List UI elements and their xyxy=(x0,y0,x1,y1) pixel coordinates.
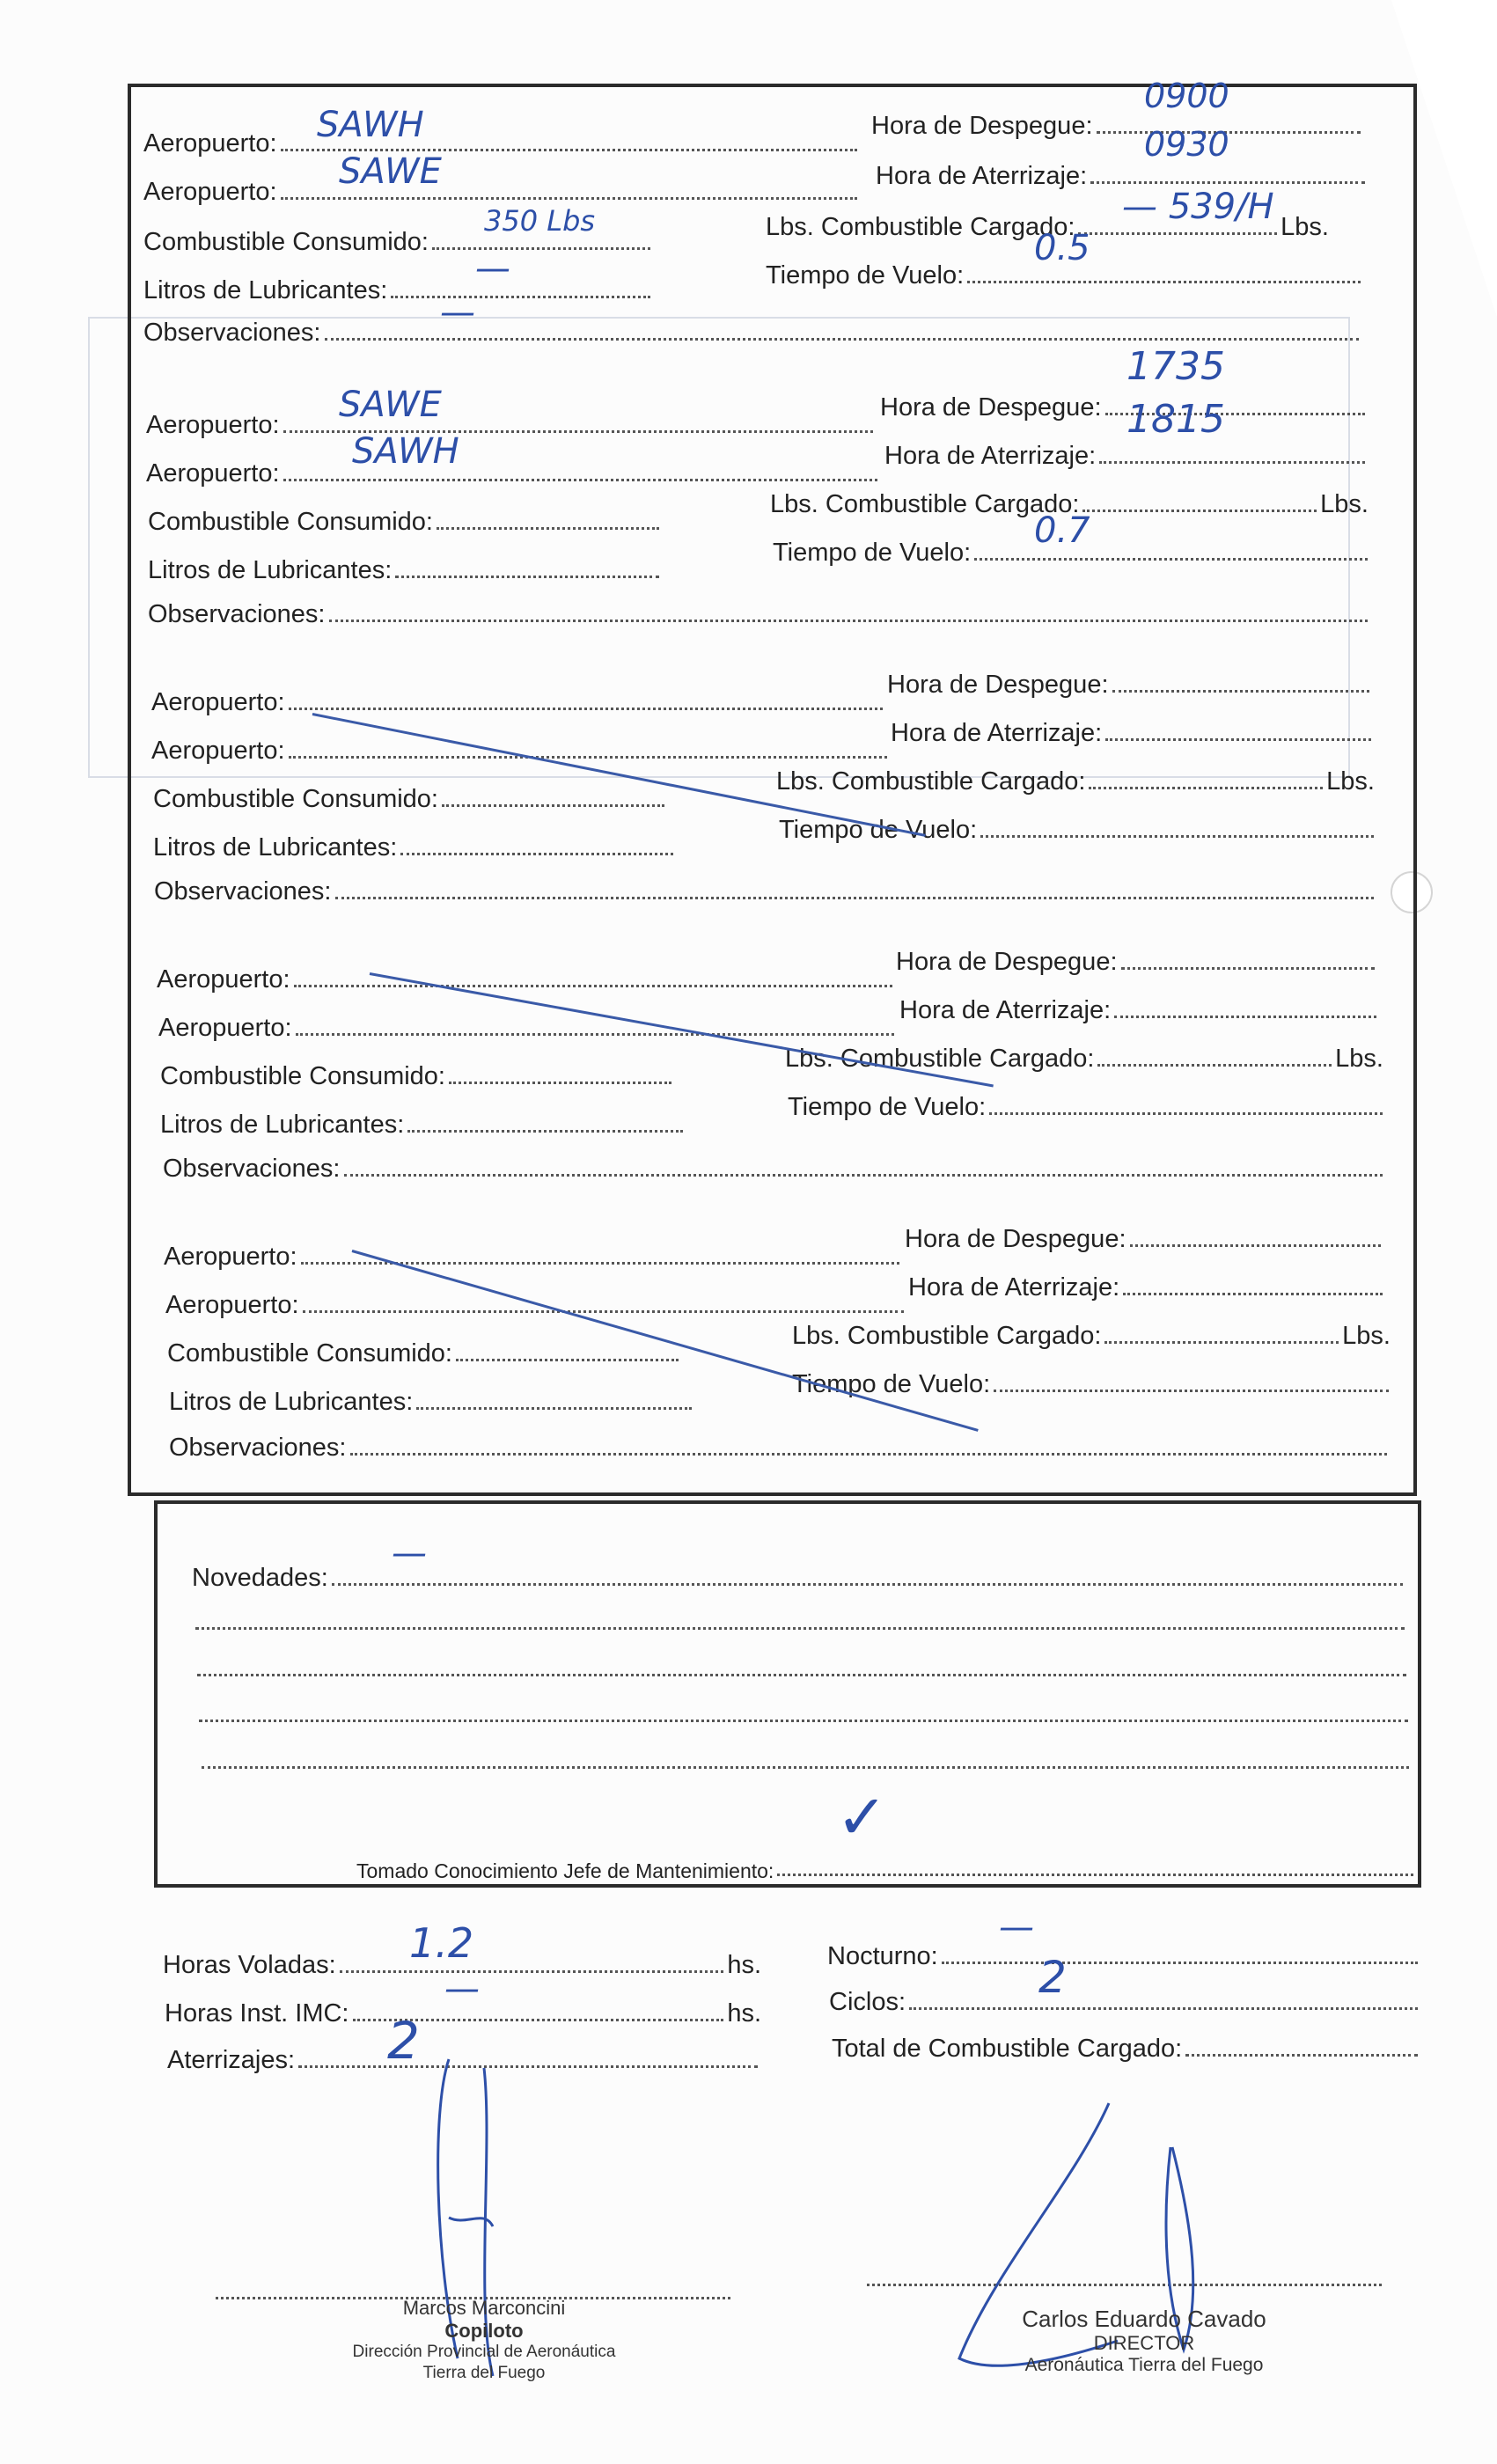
hora-aterrizaje-label: Hora de Aterrizaje: xyxy=(908,1273,1120,1302)
aeropuerto-label: Aeropuerto: xyxy=(146,459,280,488)
leg1-litros-value: — xyxy=(475,248,510,289)
ciclos-label: Ciclos: xyxy=(829,1988,906,2016)
hora-despegue-label: Hora de Despegue: xyxy=(880,393,1102,422)
horas-imc-label: Horas Inst. IMC: xyxy=(165,1999,349,2028)
leg3-aeropuerto-salida-row xyxy=(151,682,886,717)
leg4-hora-despegue-row xyxy=(896,942,1378,977)
aeropuerto-label: Aeropuerto: xyxy=(151,688,285,716)
leg5-tiempo-row xyxy=(792,1364,1392,1399)
nocturno-label: Nocturno: xyxy=(827,1942,938,1970)
tiempo-label: Tiempo de Vuelo: xyxy=(773,539,972,567)
tiempo-label: Tiempo de Vuelo: xyxy=(766,261,965,290)
lbs-cargado-label: Lbs. Combustible Cargado: xyxy=(766,213,1075,241)
leg3-litros-row xyxy=(153,827,677,862)
tomado-conocimiento-row xyxy=(356,1848,1417,1883)
leg1-lbs-cargado-value: — 539/H xyxy=(1122,187,1274,227)
leg4-lbs-cargado-row xyxy=(785,1038,1383,1074)
right-signer-role: DIRECTOR xyxy=(1093,2332,1195,2354)
lbs-unit: Lbs. xyxy=(1326,767,1375,796)
leg3-hora-aterrizaje-row xyxy=(891,713,1375,748)
leg1-tiempo-value: 0.5 xyxy=(1034,228,1090,268)
combustible-consumido-label: Combustible Consumido: xyxy=(153,785,438,813)
right-signer-name: Carlos Eduardo Cavado xyxy=(1022,2306,1266,2332)
ciclos-row xyxy=(829,1982,1421,2017)
leg3-observaciones-row xyxy=(154,871,1377,906)
lbs-cargado-label: Lbs. Combustible Cargado: xyxy=(785,1045,1095,1073)
hora-despegue-label: Hora de Despegue: xyxy=(896,948,1118,976)
hs-unit: hs. xyxy=(727,1999,761,2028)
aterrizajes-label: Aterrizajes: xyxy=(167,2046,296,2074)
leg1-combustible-value: 350 Lbs xyxy=(484,204,596,238)
leg4-litros-row xyxy=(160,1104,686,1140)
leg5-hora-despegue-row xyxy=(905,1219,1384,1254)
aeropuerto-label: Aeropuerto: xyxy=(151,737,285,765)
tiempo-label: Tiempo de Vuelo: xyxy=(779,816,978,844)
right-signer-org: Aeronáutica Tierra del Fuego xyxy=(1024,2355,1264,2375)
lbs-unit: Lbs. xyxy=(1281,213,1329,241)
observaciones-label: Observaciones: xyxy=(148,600,326,628)
combustible-consumido-label: Combustible Consumido: xyxy=(160,1062,445,1090)
leg4-aeropuerto-salida-row xyxy=(157,959,896,994)
total-combustible-row xyxy=(832,2028,1421,2064)
novedades-line-3 xyxy=(194,1648,1410,1683)
aeropuerto-label: Aeropuerto: xyxy=(157,965,290,994)
aeropuerto-label: Aeropuerto: xyxy=(143,129,277,158)
novedades-line-2 xyxy=(192,1602,1408,1637)
hora-despegue-label: Hora de Despegue: xyxy=(887,671,1109,699)
combustible-consumido-label: Combustible Consumido: xyxy=(148,508,433,536)
lbs-cargado-label: Lbs. Combustible Cargado: xyxy=(770,490,1080,518)
nocturno-value: — xyxy=(999,1907,1034,1947)
aeropuerto-label: Aeropuerto: xyxy=(158,1014,292,1042)
leg1-hora-aterrizaje-row xyxy=(876,156,1369,191)
leg1-observaciones-value: — xyxy=(440,292,475,333)
lbs-cargado-label: Lbs. Combustible Cargado: xyxy=(776,767,1086,796)
leg1-litros-row xyxy=(143,270,654,305)
litros-label: Litros de Lubricantes: xyxy=(143,276,388,304)
leg2-aeropuerto-llegada-row xyxy=(146,453,881,488)
leg5-hora-aterrizaje-row xyxy=(908,1267,1386,1302)
observaciones-label: Observaciones: xyxy=(143,319,321,347)
leg1-aeropuerto-salida-value: SAWH xyxy=(317,105,424,145)
observaciones-label: Observaciones: xyxy=(154,877,332,906)
leg5-lbs-cargado-row xyxy=(792,1316,1391,1351)
leg2-hora-despegue-value: 1735 xyxy=(1126,344,1225,389)
leg3-combustible-row xyxy=(153,779,668,814)
tomado-conocimiento-check: ✓ xyxy=(836,1781,888,1853)
hora-despegue-label: Hora de Despegue: xyxy=(905,1225,1126,1253)
leg1-observaciones-row xyxy=(143,312,1362,348)
leg3-tiempo-row xyxy=(779,810,1377,845)
leg1-aeropuerto-llegada-row xyxy=(143,172,861,207)
leg1-hora-despegue-value: 0900 xyxy=(1144,77,1229,115)
horas-imc-value: — xyxy=(444,1969,480,2009)
leg5-combustible-row xyxy=(167,1333,682,1368)
leg4-aeropuerto-llegada-row xyxy=(158,1008,898,1043)
hora-aterrizaje-label: Hora de Aterrizaje: xyxy=(884,442,1097,470)
horas-voladas-value: 1.2 xyxy=(409,1919,474,1967)
left-signer-org-1: Dirección Provincial de Aeronáutica xyxy=(352,2343,616,2361)
hora-aterrizaje-label: Hora de Aterrizaje: xyxy=(891,719,1103,747)
hora-aterrizaje-label: Hora de Aterrizaje: xyxy=(876,162,1088,190)
leg4-hora-aterrizaje-row xyxy=(899,990,1380,1025)
leg2-aeropuerto-salida-value: SAWE xyxy=(339,385,442,425)
lbs-unit: Lbs. xyxy=(1335,1045,1383,1073)
leg1-aeropuerto-salida-row xyxy=(143,123,861,158)
leg5-litros-row xyxy=(169,1382,695,1417)
leg2-aeropuerto-salida-row xyxy=(146,405,877,440)
leg3-hora-despegue-row xyxy=(887,664,1373,700)
leg5-aeropuerto-salida-row xyxy=(164,1236,903,1272)
litros-label: Litros de Lubricantes: xyxy=(160,1111,405,1139)
leg4-observaciones-row xyxy=(163,1148,1386,1184)
leg2-hora-despegue-row xyxy=(880,387,1369,422)
leg1-aeropuerto-llegada-value: SAWE xyxy=(339,151,442,192)
leg4-tiempo-row xyxy=(788,1087,1386,1122)
tiempo-label: Tiempo de Vuelo: xyxy=(792,1370,991,1398)
aeropuerto-label: Aeropuerto: xyxy=(165,1291,299,1319)
total-combustible-label: Total de Combustible Cargado: xyxy=(832,2035,1183,2063)
novedades-line-4 xyxy=(195,1694,1412,1729)
aeropuerto-label: Aeropuerto: xyxy=(143,178,277,206)
leg1-hora-aterrizaje-value: 0930 xyxy=(1144,125,1229,164)
left-signer-role: Copiloto xyxy=(444,2320,524,2342)
lbs-unit: Lbs. xyxy=(1342,1322,1391,1350)
leg2-aeropuerto-llegada-value: SAWH xyxy=(352,431,459,472)
leg3-aeropuerto-llegada-row xyxy=(151,730,891,766)
nocturno-row xyxy=(827,1936,1421,1971)
lbs-cargado-label: Lbs. Combustible Cargado: xyxy=(792,1322,1102,1350)
hs-unit: hs. xyxy=(727,1951,761,1979)
observaciones-label: Observaciones: xyxy=(169,1434,347,1462)
left-signer-org-2: Tierra del Fuego xyxy=(422,2364,546,2382)
aterrizajes-value: 2 xyxy=(387,2011,420,2071)
novedades-value: — xyxy=(392,1533,427,1573)
leg5-observaciones-row xyxy=(169,1427,1391,1463)
leg1-hora-despegue-row xyxy=(871,106,1364,141)
leg3-lbs-cargado-row xyxy=(776,761,1375,796)
novedades-label: Novedades: xyxy=(192,1564,328,1592)
hora-despegue-label: Hora de Despegue: xyxy=(871,112,1093,140)
observaciones-label: Observaciones: xyxy=(163,1155,341,1183)
ciclos-value: 2 xyxy=(1038,1952,1067,2003)
novedades-line-5 xyxy=(198,1741,1413,1776)
combustible-consumido-label: Combustible Consumido: xyxy=(143,228,429,256)
leg2-combustible-row xyxy=(148,502,663,537)
horas-voladas-label: Horas Voladas: xyxy=(163,1951,336,1979)
combustible-consumido-label: Combustible Consumido: xyxy=(167,1339,452,1368)
left-signer-name: Marcos Marconcini xyxy=(402,2297,566,2319)
litros-label: Litros de Lubricantes: xyxy=(169,1388,414,1416)
leg2-observaciones-row xyxy=(148,594,1371,629)
tomado-conocimiento-label: Tomado Conocimiento Jefe de Mantenimiento: xyxy=(356,1859,774,1882)
lbs-unit: Lbs. xyxy=(1320,490,1369,518)
tiempo-label: Tiempo de Vuelo: xyxy=(788,1093,987,1121)
aeropuerto-label: Aeropuerto: xyxy=(146,411,280,439)
leg2-hora-aterrizaje-value: 1815 xyxy=(1126,397,1225,442)
novedades-row xyxy=(192,1558,1406,1593)
hora-aterrizaje-label: Hora de Aterrizaje: xyxy=(899,996,1112,1024)
litros-label: Litros de Lubricantes: xyxy=(153,833,398,862)
leg2-tiempo-value: 0.7 xyxy=(1034,510,1090,551)
aeropuerto-label: Aeropuerto: xyxy=(164,1243,297,1271)
leg2-litros-row xyxy=(148,550,663,585)
leg4-combustible-row xyxy=(160,1056,675,1091)
litros-label: Litros de Lubricantes: xyxy=(148,556,393,584)
